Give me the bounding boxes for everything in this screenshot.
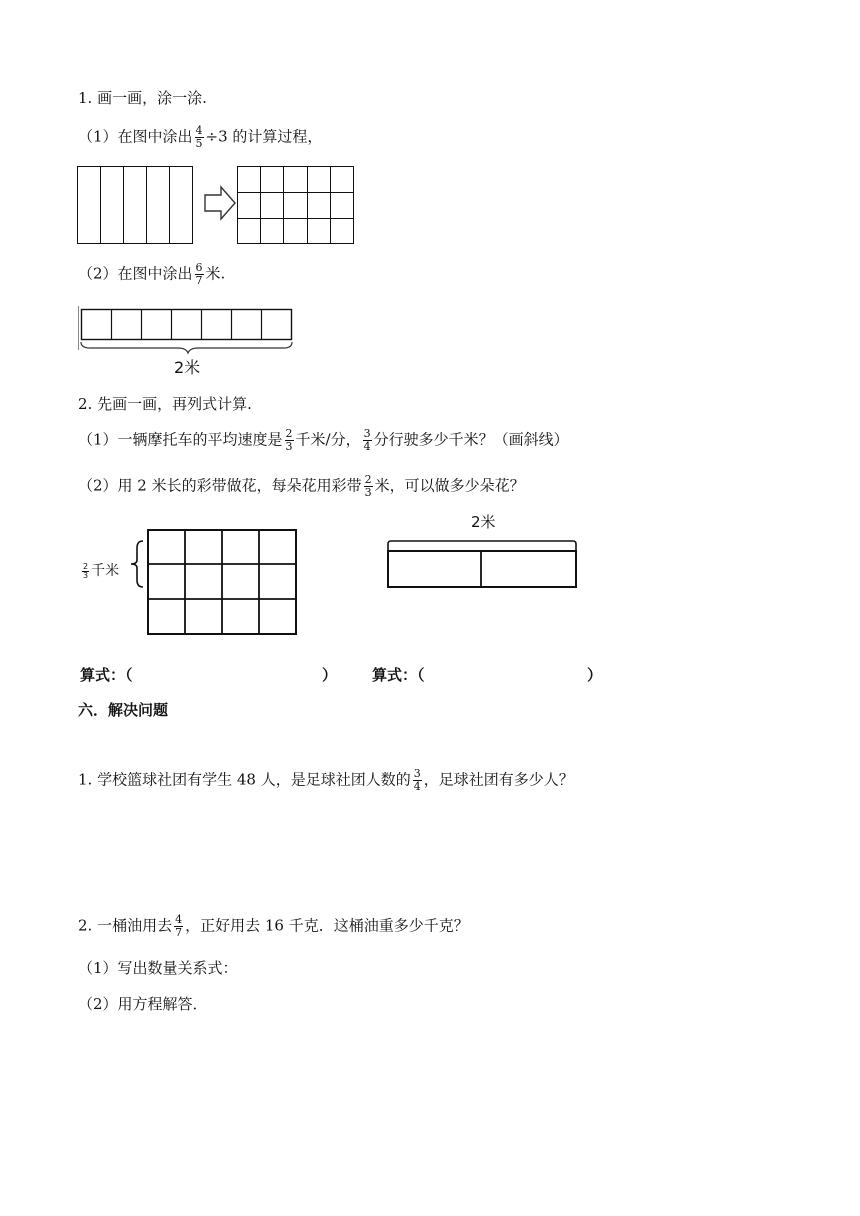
q1-part2-suffix: 米. (205, 264, 226, 283)
q2-title: 2. 先画一画，再列式计算. (78, 395, 252, 413)
formula-2-close: ） (587, 666, 603, 684)
ribbon-bar[interactable] (386, 538, 578, 590)
grid-brace (129, 540, 145, 588)
s6-q1-suffix: ，足球社团有多少人？ (423, 770, 574, 789)
q1-part1 (78, 125, 322, 150)
formula-1-label: 算式：（ (80, 666, 133, 684)
fraction-4-5: $\frac{4}{5}$ (195, 124, 203, 150)
q2-part2-suffix: 米，可以做多少朵花？ (374, 476, 525, 495)
s6-q1 (78, 768, 574, 793)
q2-part1-suffix: 分行驶多少千米？（画斜线） (373, 430, 569, 449)
fraction-2-3: $\frac{2}{3}$ (285, 427, 293, 453)
q1-title: 1. 画一画，涂一涂. (78, 89, 207, 107)
s6-q2-sub1: （1）写出数量关系式： (78, 959, 238, 977)
five-strip-rectangle[interactable] (77, 166, 193, 244)
fraction-2-3-small: $\frac{2}{3}$ (83, 561, 89, 580)
grid-km-label: $\frac{2}{3}$ 千米 (83, 561, 120, 580)
ribbon-length-label: 2米 (471, 513, 496, 531)
s6-q2 (78, 914, 469, 939)
bar-length-label: 2米 (174, 358, 201, 377)
formula-2-label: 算式：（ (372, 666, 425, 684)
s6-q1-prefix: 1. 学校篮球社团有学生 48 人，是足球社团人数的 (78, 770, 411, 789)
section-6-heading: 六．解决问题 (78, 701, 169, 719)
s6-q2-sub2: （2）用方程解答． (78, 995, 208, 1013)
fraction-2-3-b: $\frac{2}{3}$ (364, 473, 372, 499)
q1-part2-prefix: （2）在图中涂出 (78, 264, 193, 283)
q2-part1 (78, 428, 569, 453)
q1-part1-suffix: ÷3 的计算过程， (205, 127, 323, 146)
q2-part2 (78, 474, 525, 499)
q2-part2-prefix: （2）用 2 米长的彩带做花，每朵花用彩带 (78, 476, 362, 495)
q1-part1-prefix: （1）在图中涂出 (78, 127, 193, 146)
arrow-right-icon (204, 186, 236, 220)
formula-1-close: ） (322, 666, 338, 684)
seven-cell-bar[interactable] (78, 306, 294, 354)
five-by-three-grid[interactable] (237, 166, 354, 244)
fraction-6-7: $\frac{6}{7}$ (195, 261, 203, 287)
q1-part2 (78, 262, 225, 287)
q2-part1-mid: 千米/分， (295, 430, 361, 449)
fraction-4-7: $\frac{4}{7}$ (175, 913, 183, 939)
s6-q2-suffix: ，正好用去 16 千克．这桶油重多少千克？ (185, 916, 469, 935)
fraction-3-4-b: $\frac{3}{4}$ (413, 767, 421, 793)
fraction-3-4: $\frac{3}{4}$ (363, 427, 371, 453)
four-by-three-grid[interactable] (147, 529, 297, 635)
s6-q2-prefix: 2. 一桶油用去 (78, 916, 173, 935)
q2-part1-prefix: （1）一辆摩托车的平均速度是 (78, 430, 283, 449)
